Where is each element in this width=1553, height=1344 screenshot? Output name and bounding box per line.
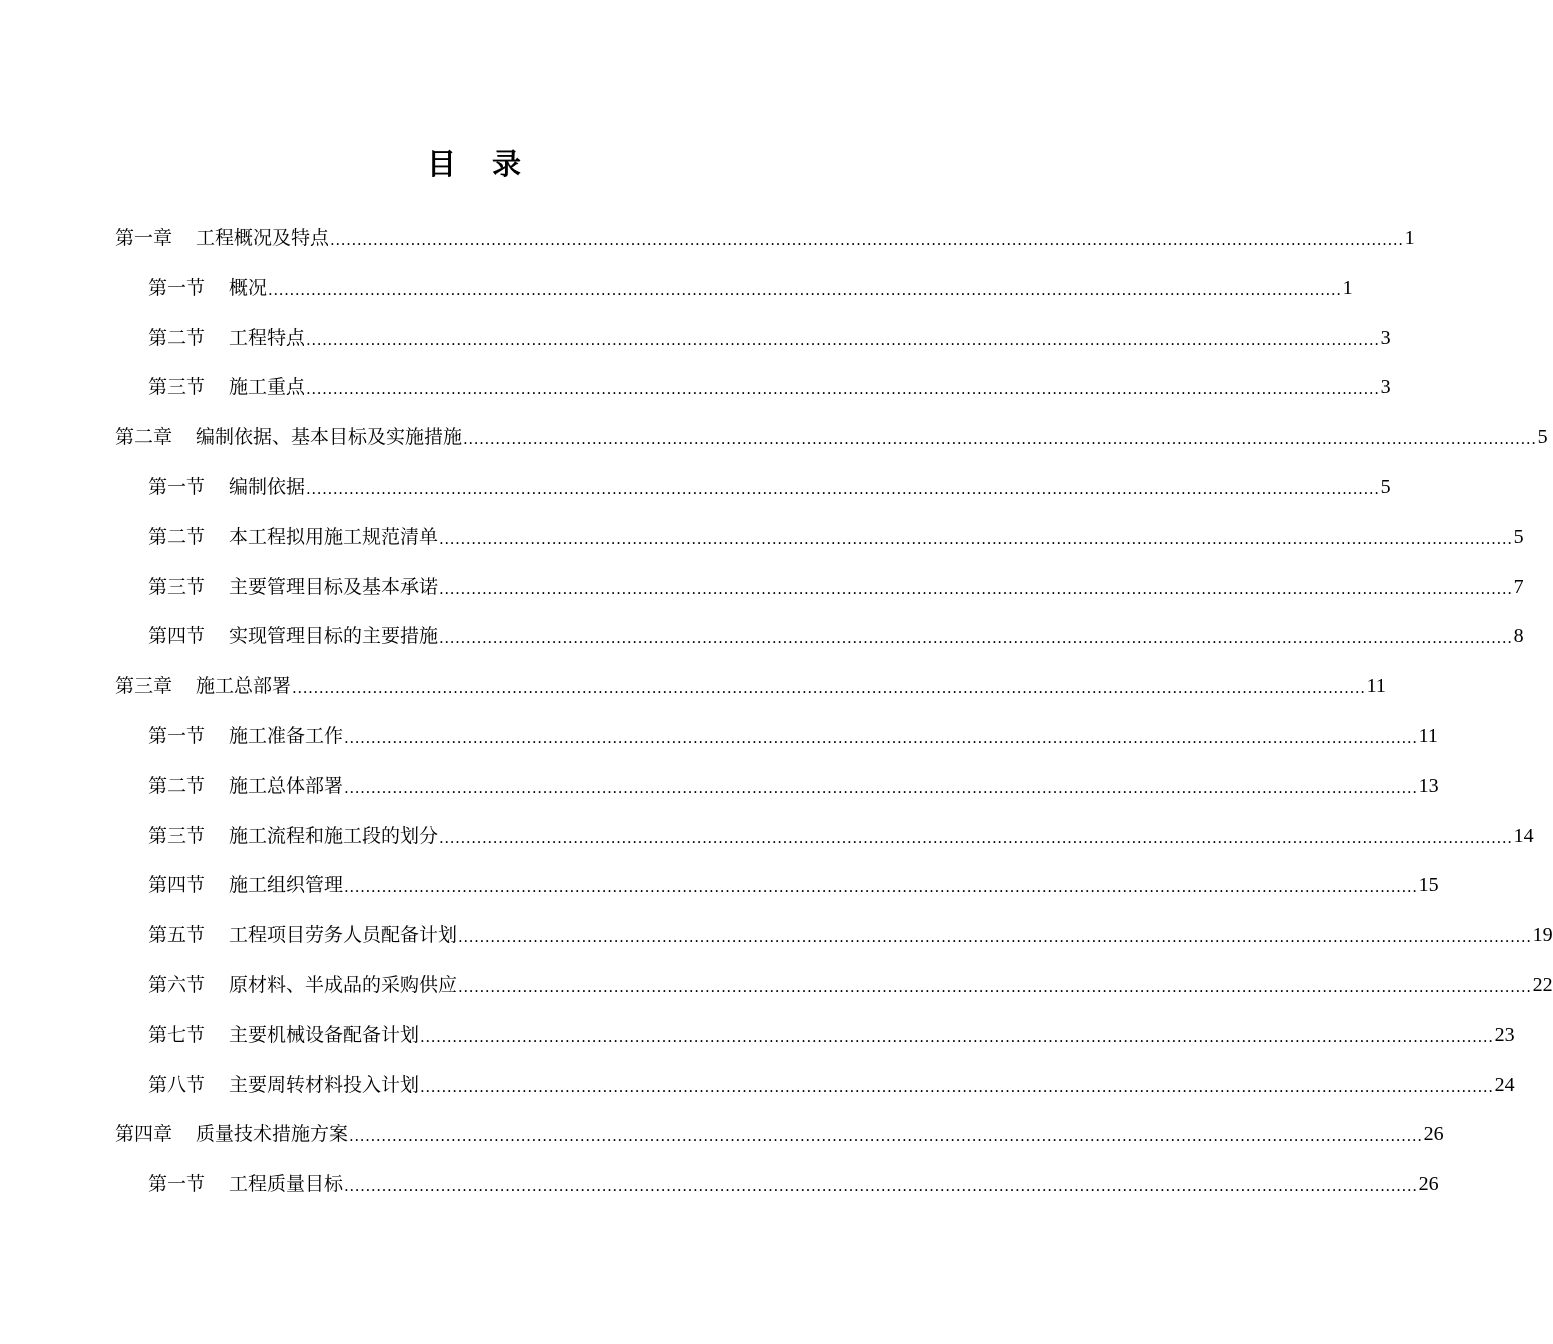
toc-section-entry[interactable]	[0, 711, 1438, 761]
dot-leader: ........................................................................................................................................................................................................	[439, 579, 1513, 598]
toc-entry-title: 施工重点	[229, 376, 306, 399]
page-title	[0, 140, 950, 188]
dot-leader: ........................................................................................................................................................................................................	[420, 1077, 1494, 1096]
toc-page-number: 19	[1532, 924, 1553, 947]
toc-page-number: 11	[1366, 675, 1386, 698]
toc-page-number: 26	[1423, 1123, 1444, 1146]
toc-entry-number: 第一节	[148, 725, 206, 747]
toc-entry-title: 施工组织管理	[229, 874, 344, 897]
toc-entry-number: 第四节	[148, 625, 206, 648]
toc-section-entry[interactable]	[0, 263, 1353, 313]
toc-entry-title: 工程特点	[229, 326, 306, 349]
toc-entry-label	[148, 1010, 419, 1060]
toc-section-entry[interactable]	[0, 1060, 1515, 1110]
toc-entry-title: 原材料、半成品的采购供应	[229, 974, 458, 996]
toc-page-number: 13	[1418, 774, 1439, 797]
title-char-2: 录	[492, 147, 524, 181]
toc-page-number: 3	[1380, 326, 1391, 349]
toc-entry-label	[148, 362, 305, 412]
toc-entry-label	[148, 811, 438, 861]
toc-entry-label	[148, 1159, 343, 1209]
toc-section-entry[interactable]	[0, 313, 1391, 363]
toc-entry-title: 主要周转材料投入计划	[229, 1073, 420, 1096]
toc-chapter-entry[interactable]	[0, 661, 1386, 711]
toc-entry-label	[148, 462, 305, 512]
toc-section-entry[interactable]	[0, 910, 1553, 960]
toc-entry-number: 第三节	[148, 575, 206, 598]
toc-entry-number: 第六节	[148, 974, 206, 996]
toc-entry-number: 第二节	[148, 774, 206, 797]
dot-leader: ........................................................................................................................................................................................................	[306, 380, 1380, 399]
title-char-1: 目	[426, 147, 458, 181]
toc-entry-label	[148, 910, 457, 960]
toc-chapter-entry[interactable]	[0, 213, 1415, 263]
toc-page-number: 5	[1537, 426, 1548, 449]
toc-entry-number: 第二节	[148, 326, 206, 349]
toc-page-number: 14	[1513, 824, 1534, 847]
toc-entry-title: 编制依据	[229, 476, 306, 498]
toc-entry-title: 概况	[229, 276, 268, 299]
toc-section-entry[interactable]	[0, 761, 1439, 811]
dot-leader: ........................................................................................................................................................................................................	[306, 480, 1380, 498]
toc-section-entry[interactable]	[0, 462, 1391, 512]
dot-leader: ........................................................................................................................................................................................................	[439, 828, 1513, 847]
toc-entry-label	[148, 711, 343, 761]
toc-entry-label	[148, 1060, 419, 1110]
toc-entry-number: 第三节	[148, 376, 206, 399]
toc-page-number: 1	[1342, 276, 1353, 299]
toc-page-number: 5	[1513, 525, 1524, 548]
toc-entry-label	[148, 313, 305, 363]
toc-entry-label	[148, 263, 267, 313]
dot-leader: ........................................................................................................................................................................................................	[330, 231, 1404, 249]
dot-leader: ........................................................................................................................................................................................................	[420, 1027, 1494, 1046]
dot-leader: ........................................................................................................................................................................................................	[439, 529, 1513, 548]
toc-entry-title: 施工准备工作	[229, 725, 344, 747]
toc-entry-title: 编制依据、基本目标及实施措施	[196, 426, 463, 449]
toc-page-number: 22	[1532, 974, 1553, 996]
dot-leader: ........................................................................................................................................................................................................	[344, 878, 1418, 897]
toc-entry-label	[115, 661, 291, 711]
toc-entry-number: 第七节	[148, 1023, 206, 1046]
toc-entry-number: 第二节	[148, 525, 206, 548]
toc-entry-title: 工程项目劳务人员配备计划	[229, 924, 458, 947]
toc-chapter-entry[interactable]	[0, 1109, 1444, 1159]
toc-entry-number: 第八节	[148, 1073, 206, 1096]
toc-page-number: 1	[1404, 227, 1415, 249]
toc-entry-title: 工程概况及特点	[196, 227, 330, 249]
toc-section-entry[interactable]	[0, 562, 1524, 612]
toc-page-number: 23	[1494, 1023, 1515, 1046]
toc-section-entry[interactable]	[0, 611, 1524, 661]
toc-entry-number: 第一节	[148, 1173, 206, 1196]
toc-entry-label	[148, 860, 343, 910]
dot-leader: ........................................................................................................................................................................................................	[306, 330, 1380, 349]
toc-entry-label	[148, 761, 343, 811]
toc-section-entry[interactable]	[0, 960, 1553, 1010]
toc-entry-title: 主要机械设备配备计划	[229, 1023, 420, 1046]
toc-page-number: 5	[1380, 476, 1391, 498]
dot-leader: ........................................................................................................................................................................................................	[463, 430, 1537, 449]
toc-entry-label	[148, 611, 438, 661]
toc-section-entry[interactable]	[0, 512, 1524, 562]
toc-entry-number: 第二章	[115, 426, 173, 449]
dot-leader: ........................................................................................................................................................................................................	[344, 1177, 1418, 1196]
toc-chapter-entry[interactable]	[0, 412, 1548, 462]
toc-section-entry[interactable]	[0, 860, 1439, 910]
toc-page-number: 26	[1418, 1173, 1439, 1196]
dot-leader: ........................................................................................................................................................................................................	[349, 1127, 1423, 1146]
dot-leader: ........................................................................................................................................................................................................	[458, 928, 1532, 947]
toc-page-number: 3	[1380, 376, 1391, 399]
toc-entry-number: 第四章	[115, 1123, 173, 1146]
toc-page-number: 7	[1513, 575, 1524, 598]
dot-leader: ........................................................................................................................................................................................................	[268, 280, 1342, 299]
toc-entry-title: 本工程拟用施工规范清单	[229, 525, 439, 548]
toc-entry-title: 质量技术措施方案	[196, 1123, 349, 1146]
toc-page-number: 24	[1494, 1073, 1515, 1096]
toc-entry-number: 第一节	[148, 476, 206, 498]
dot-leader: ........................................................................................................................................................................................................	[344, 729, 1418, 747]
toc-entry-label	[115, 1109, 348, 1159]
toc-entry-title: 施工总部署	[196, 675, 292, 698]
toc-page-number: 15	[1418, 874, 1439, 897]
toc-entry-number: 第三节	[148, 824, 206, 847]
toc-entry-title: 主要管理目标及基本承诺	[229, 575, 439, 598]
toc-section-entry[interactable]	[0, 362, 1391, 412]
toc-entry-number: 第五节	[148, 924, 206, 947]
dot-leader: ........................................................................................................................................................................................................	[439, 629, 1513, 648]
toc-entry-label	[115, 412, 462, 462]
toc-section-entry[interactable]	[0, 1159, 1439, 1209]
toc-section-entry[interactable]	[0, 811, 1534, 861]
toc-entry-label	[115, 213, 329, 263]
toc-entry-title: 施工总体部署	[229, 774, 344, 797]
toc-page-number: 11	[1418, 725, 1438, 747]
dot-leader: ........................................................................................................................................................................................................	[344, 778, 1418, 797]
toc-entry-title: 工程质量目标	[229, 1173, 344, 1196]
toc-entry-label	[148, 960, 457, 1010]
toc-entry-number: 第三章	[115, 675, 173, 698]
toc-entry-number: 第四节	[148, 874, 206, 897]
dot-leader: ........................................................................................................................................................................................................	[292, 679, 1366, 698]
toc-entry-title: 施工流程和施工段的划分	[229, 824, 439, 847]
dot-leader: ........................................................................................................................................................................................................	[458, 978, 1532, 996]
toc-entry-title: 实现管理目标的主要措施	[229, 625, 439, 648]
toc-page-number: 8	[1513, 625, 1524, 648]
toc-entry-label	[148, 512, 438, 562]
toc-section-entry[interactable]	[0, 1010, 1515, 1060]
toc-entry-number: 第一节	[148, 276, 206, 299]
toc-entry-number: 第一章	[115, 227, 173, 249]
toc-entry-label	[148, 562, 438, 612]
